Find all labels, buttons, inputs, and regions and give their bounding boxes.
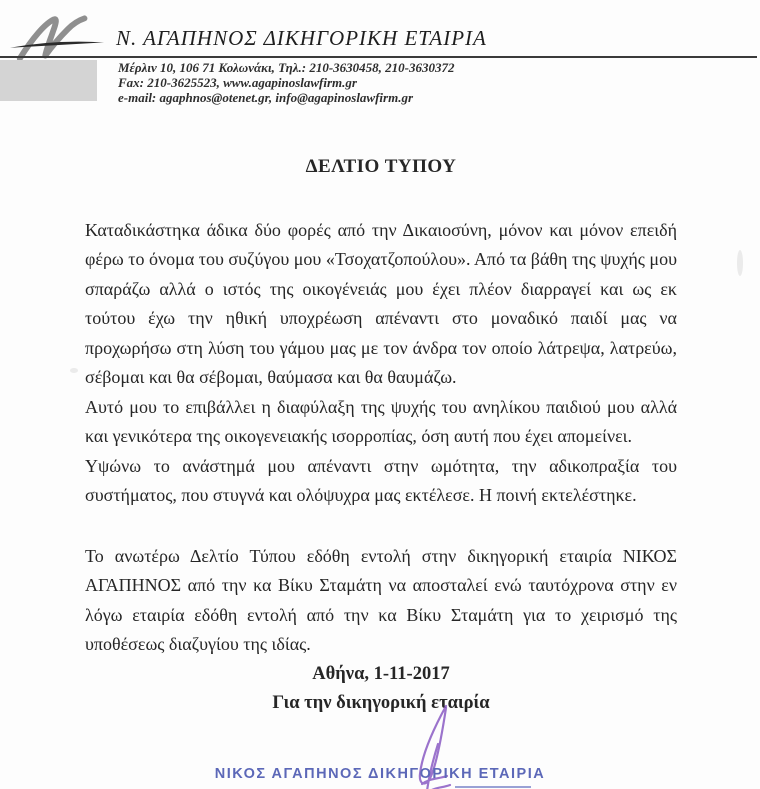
press-release-paragraph-4: Το ανωτέρω Δελτίο Τύπου εδόθη εντολή στην δικηγορική εταιρία ΝΙΚΟΣ ΑΓΑΠΗΝΟΣ από την κα Βίκυ Σταμάτη να αποσταλεί ενώ ταυτόχρονα στην εν λόγω εταιρία εδόθη εντολή από την κα Βίκυ Σταμάτη για το χειρισμό της υποθέσεως διαζυγίου της ιδίας. [85,545,677,654]
stamp-underline [455,786,531,788]
law-firm-stamp: ΝΙΚΟΣ ΑΓΑΠΗΝΟΣ ΔΙΚΗΓΟΡΙΚΗ ΕΤΑΙΡΙΑ [214,766,546,782]
firm-name: Ν. ΑΓΑΠΗΝΟΣ ΔΙΚΗΓΟΡΙΚΗ ΕΤΑΙΡΙΑ [116,26,487,50]
press-release-title: ΔΕΛΤΙΟ ΤΥΠΟΥ [305,156,457,177]
contact-email-line: e-mail: agaphnos@otenet.gr, info@agapinoslawfirm.gr [118,89,414,105]
letterhead-gray-box [0,60,97,101]
press-release-paragraph-2: Αυτό μου το επιβάλλει η διαφύλαξη της ψυχής του ανηλίκου παιδιού μου αλλά και γενικότερα της οικογενειακής ισορροπίας, όση αυτή που έχει απομείνει. [85,396,677,446]
scan-smudge [70,368,78,373]
letterhead-divider [0,56,757,58]
press-release-paragraph-1: Καταδικάστηκα άδικα δύο φορές από την Δικαιοσύνη, μόνον και μόνον επειδή φέρω το όνομα του συζύγου μου «Τσοχατζοπούλου». Από τα βάθη της ψυχής μου σπαράζω αλλά ο ιστός της οικογένειάς μου έχει πλέον διαρραγεί και ως εκ τούτου έχω την ηθική υποχρέωση απέναντι στο μοναδικό παιδί μας να προχωρήσω στη λύση του γάμου μας με τον άνδρα τον οποίο λάτρεψα, λατρεύω, σέβομαι και θα σέβομαι, θαύμασα και θα θαυμάζω. [85,219,677,387]
contact-fax-line: Fax: 210-3625523, www.agapinoslawfirm.gr [118,74,357,90]
contact-address-line: Μέρλιν 10, 106 71 Κολωνάκι, Τηλ.: 210-3630458, 210-3630372 [118,60,455,75]
date-line: Αθήνα, 1-11-2017 [312,663,450,684]
signature-caption: Για την δικηγορική εταιρία [272,693,490,713]
press-release-body [85,152,677,719]
agapinos-monogram-icon [10,14,108,60]
scan-smudge [737,250,743,276]
contact-block [118,61,678,105]
press-release-paragraph-3: Υψώνω το ανάστημά μου απέναντι στην ωμότητα, την αδικοπραξία του συστήματος, που στυγνά και ολόψυχρα μας εκτέλεσε. Η ποινή εκτελέστηκε. [85,455,677,505]
